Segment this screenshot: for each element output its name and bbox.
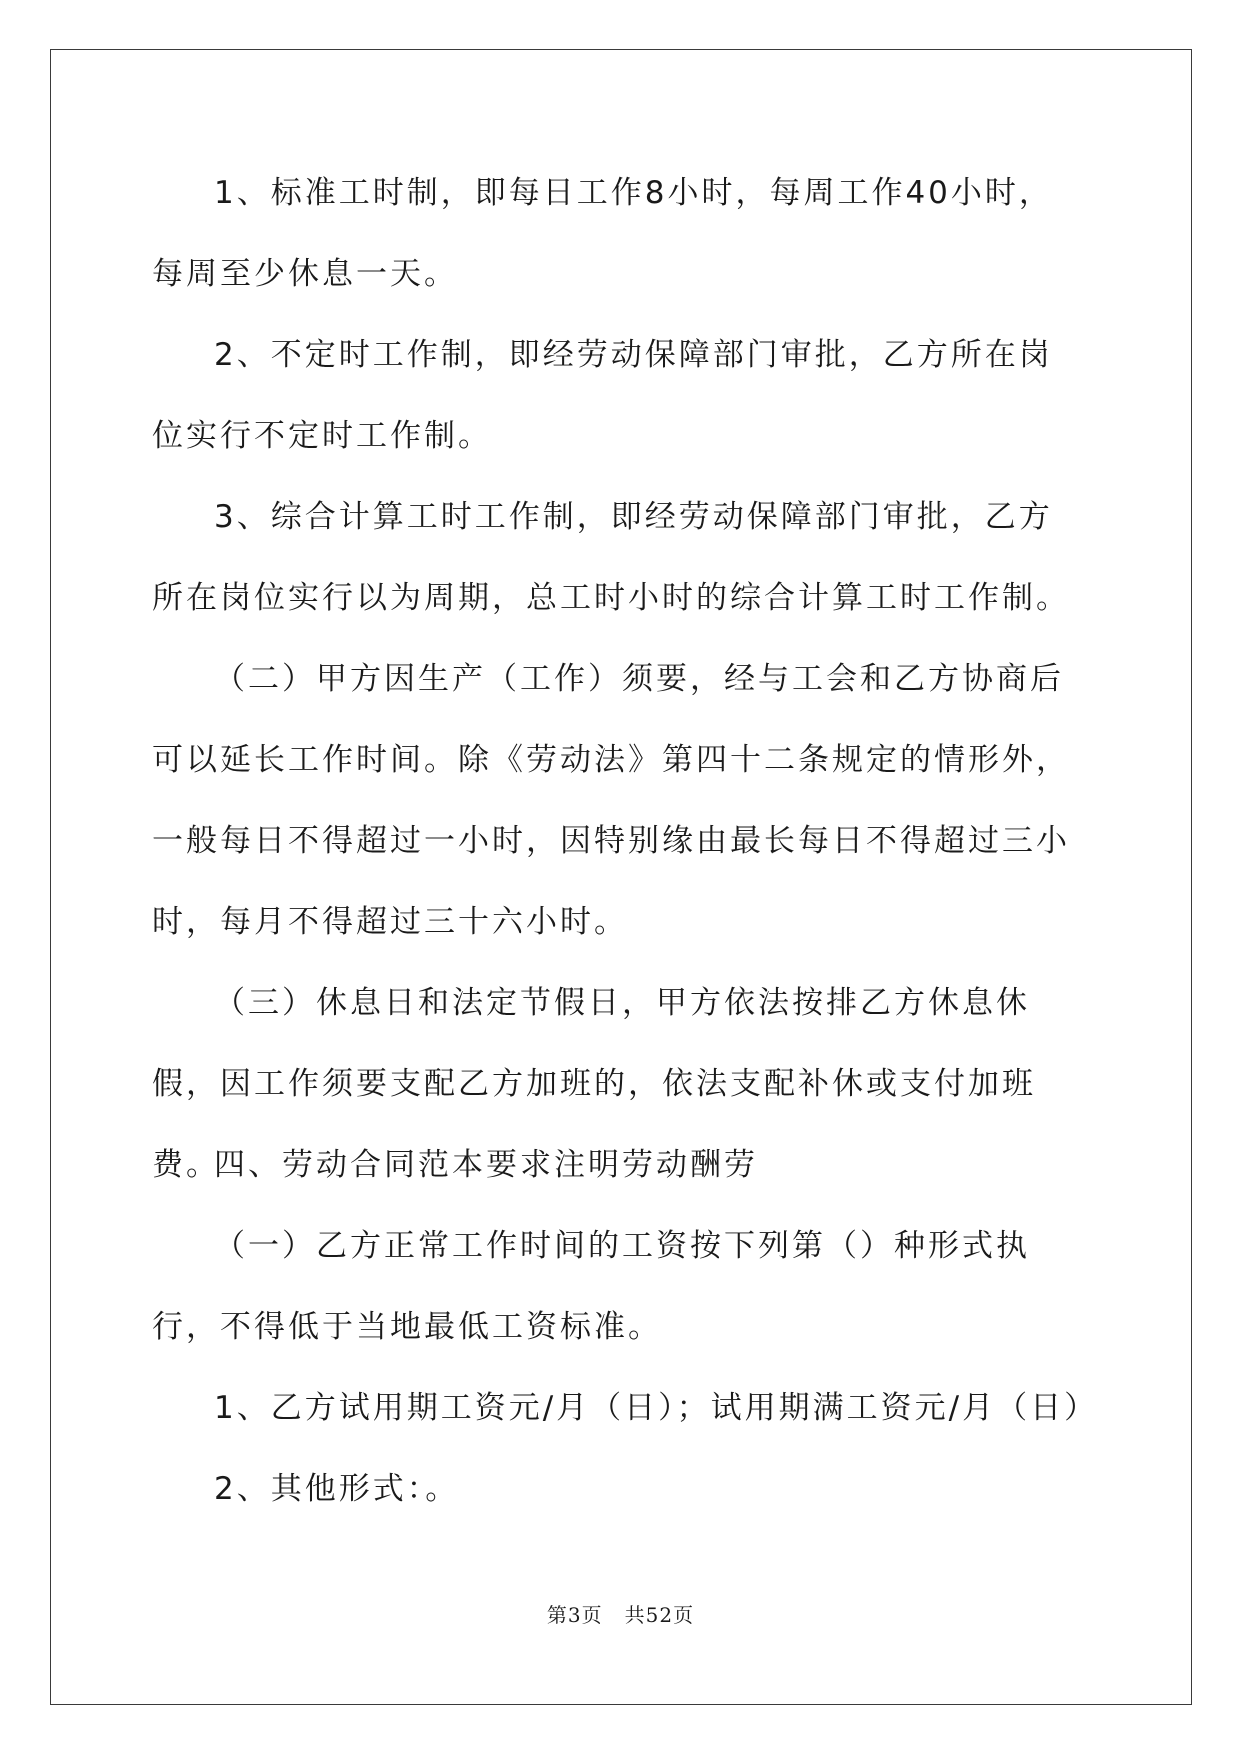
paragraph-standard-hours: 1、标准工时制，即每日工作8小时，每周工作40小时，每周至少休息一天。 (152, 175, 1053, 292)
page-total: 共52页 (624, 1603, 695, 1627)
page-number: 第3页 (546, 1603, 603, 1627)
paragraph-other-forms: 2、其他形式：。 (214, 1471, 460, 1507)
paragraph-comprehensive-hours: 3、综合计算工时工作制，即经劳动保障部门审批，乙方所在岗位实行以为周期，总工时小时的综合计算工时工作制。 (152, 499, 1070, 616)
section-heading-remuneration: 四、劳动合同范本要求注明劳动酬劳 (214, 1147, 758, 1183)
paragraph-probation-wage: 1、乙方试用期工资元/月（日）；试用期满工资元/月（日） (214, 1390, 1099, 1426)
paragraph-flexible-hours: 2、不定时工作制，即经劳动保障部门审批，乙方所在岗位实行不定时工作制。 (152, 337, 1053, 454)
page-footer (0, 1601, 1241, 1629)
paragraph-overtime-extension: （二）甲方因生产（工作）须要，经与工会和乙方协商后可以延长工作时间。除《劳动法》第四十二条规定的情形外，一般每日不得超过一小时，因特别缘由最长每日不得超过三小时，每月不得超过三十六小时。 (152, 661, 1070, 940)
paragraph-wage-form: （一）乙方正常工作时间的工资按下列第（）种形式执行，不得低于当地最低工资标准。 (152, 1228, 1030, 1345)
paragraph-rest-days-holidays: （三）休息日和法定节假日，甲方依法按排乙方休息休假，因工作须要支配乙方加班的，依法支配补休或支付加班费。 (152, 985, 1036, 1183)
